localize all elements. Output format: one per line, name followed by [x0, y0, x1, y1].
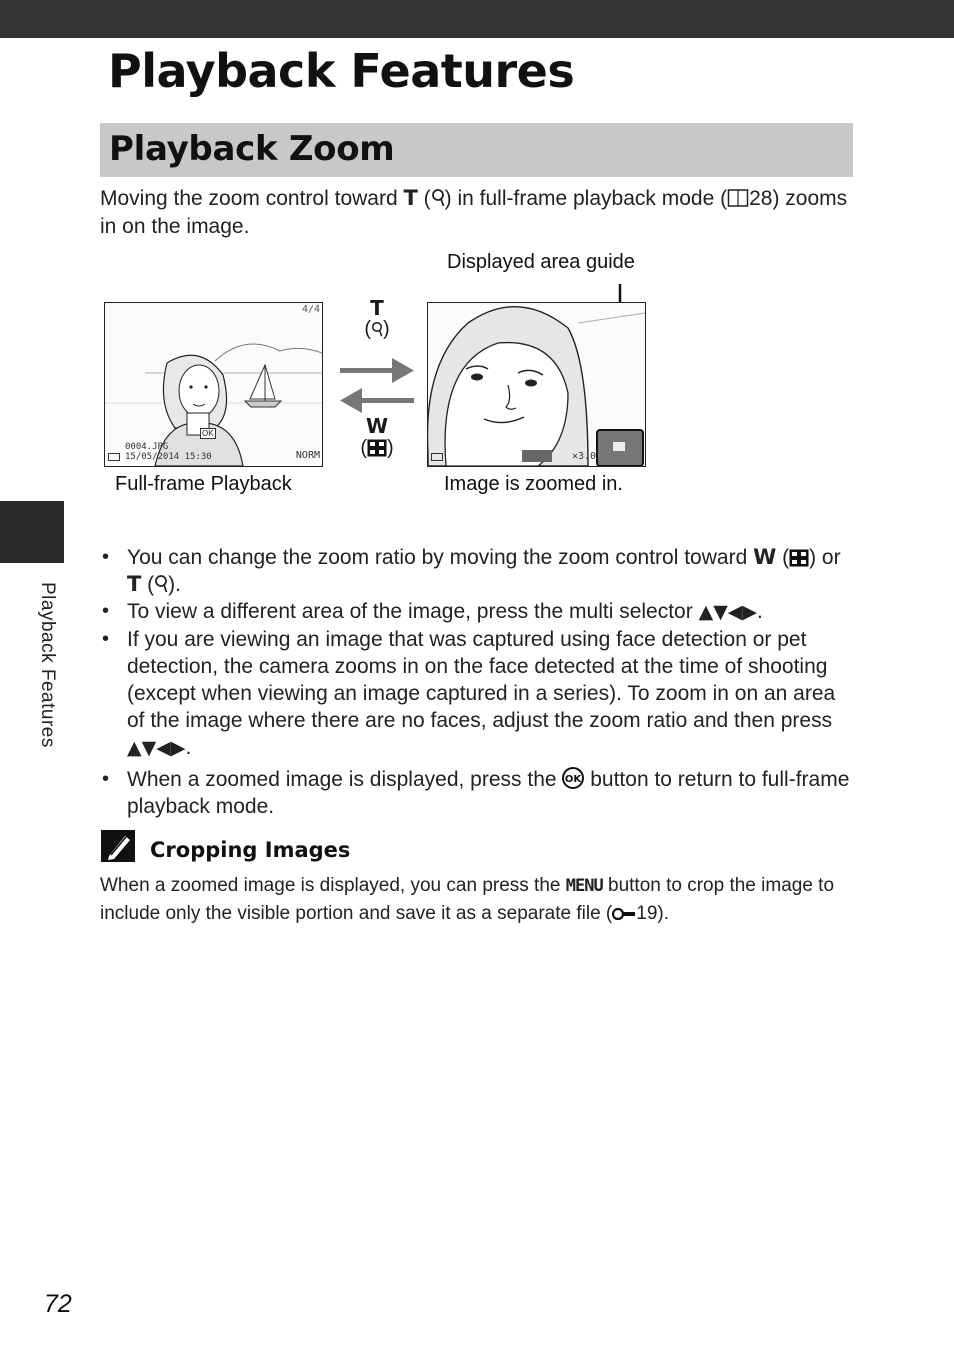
- displayed-area-guide: [596, 429, 644, 467]
- item-text: To view a different area of the image, press the multi selector: [127, 600, 699, 623]
- intro-text: (: [417, 187, 431, 210]
- zoomed-screen: [427, 302, 646, 467]
- section-title: Playback Zoom: [109, 129, 395, 169]
- item-text: .: [757, 600, 763, 623]
- zoom-t-key: T: [370, 296, 384, 320]
- paren: (: [364, 318, 371, 340]
- multi-selector-arrows-icon: ▲▼◀▶: [127, 737, 186, 759]
- intro-paragraph: [100, 184, 850, 241]
- zoom-w-paren: [347, 437, 407, 460]
- intro-text: Moving the zoom control toward: [100, 187, 404, 210]
- battery-icon: [108, 453, 120, 461]
- file-name: 0004.JPG: [125, 442, 169, 452]
- list-item: [100, 544, 852, 598]
- chapter-tab: [0, 501, 64, 563]
- item-text: When a zoomed image is displayed, press the: [127, 768, 563, 791]
- list-item: [100, 598, 852, 626]
- full-frame-caption: Full-frame Playback: [115, 473, 292, 495]
- visible-area-marker: [613, 442, 625, 451]
- item-text: button to return to full-frame playback mode.: [127, 768, 850, 818]
- magnify-icon: [371, 321, 383, 338]
- section-header: [100, 123, 853, 177]
- note-text: When a zoomed image is displayed, you can press the: [100, 875, 566, 896]
- page-number: 72: [44, 1290, 72, 1318]
- item-text: (: [141, 573, 155, 596]
- full-frame-screen: [104, 302, 323, 467]
- ref-link-icon: [612, 906, 636, 922]
- item-text: ) or: [809, 546, 841, 569]
- file-datetime: 15/05/2014 15:30: [125, 452, 212, 462]
- guide-label: Displayed area guide: [447, 251, 635, 273]
- multi-selector-arrows-icon: ▲▼◀▶: [698, 601, 758, 623]
- menu-button-label: MENU: [565, 876, 603, 896]
- image-quality: NORM: [295, 450, 320, 461]
- item-text: ).: [168, 573, 181, 596]
- thumbnail-grid-icon: [367, 439, 387, 457]
- zoom-t-key: T: [403, 186, 418, 210]
- list-item: [100, 766, 852, 820]
- paren: ): [383, 318, 390, 340]
- pencil-note-icon: [101, 830, 135, 862]
- intro-text: ) in full-frame playback mode (: [444, 187, 728, 210]
- zoom-w-key: W: [753, 545, 777, 569]
- zoom-t-paren: [347, 318, 407, 341]
- list-item: [100, 626, 852, 762]
- zoom-t-key: T: [127, 572, 142, 596]
- note-text: ).: [657, 903, 669, 924]
- battery-icon: [431, 453, 443, 461]
- file-info: [125, 442, 212, 462]
- magnify-icon: [431, 188, 445, 208]
- note-title: Cropping Images: [150, 838, 351, 862]
- thumbnail-grid-icon: [789, 549, 809, 567]
- paren: (: [360, 437, 367, 459]
- zoom-w-key: W: [365, 414, 389, 438]
- item-text: You can change the zoom ratio by moving the zoom control toward: [127, 546, 754, 569]
- page-title: Playback Features: [108, 44, 575, 98]
- intro-page-ref[interactable]: 28: [749, 187, 773, 210]
- svg-text:OK: OK: [565, 774, 582, 785]
- ok-button-icon: [562, 767, 584, 789]
- note-body: [100, 872, 860, 927]
- magnify-icon: [154, 574, 168, 594]
- image-counter: 4/4: [301, 304, 320, 315]
- chapter-tab-label: Playback Features: [37, 582, 58, 748]
- ok-icon: OK: [202, 429, 214, 438]
- book-ref-icon: [727, 188, 749, 208]
- zoom-direction-arrows-icon: [338, 356, 416, 416]
- zoom-ratio: ×3.0: [572, 451, 597, 462]
- tips-list: [100, 544, 852, 820]
- note-text: button to crop the image to include only the visible portion and save it as a separate file (: [100, 875, 835, 924]
- note-page-ref[interactable]: 19: [636, 903, 658, 924]
- zoomed-caption: Image is zoomed in.: [444, 473, 623, 495]
- item-text: If you are viewing an image that was captured using face detection or pet detection, the camera zooms in on the face detected at the time of shooting (except when viewing an image captured in a series). To zoom in on an area of the image where there are no faces, adjust the zoom ratio and then press: [127, 628, 836, 732]
- intro-text: ) zooms in on the image.: [100, 187, 848, 238]
- scene-mode-icon: [522, 450, 552, 462]
- item-text: .: [185, 736, 192, 759]
- paren: ): [387, 437, 394, 459]
- top-bar: [0, 0, 954, 38]
- item-text: (: [776, 546, 790, 569]
